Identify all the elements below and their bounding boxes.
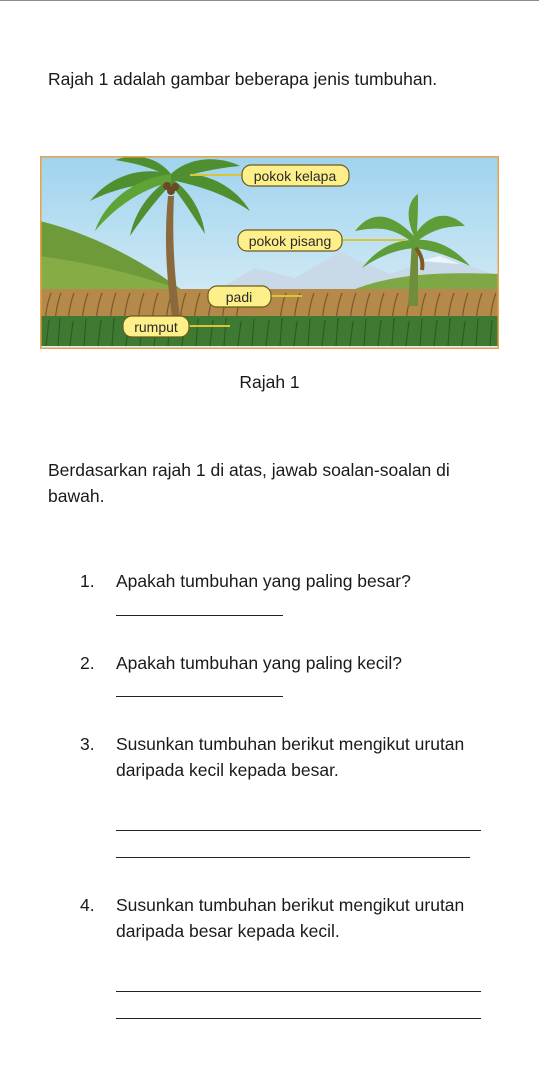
label-rumput: rumput [134, 319, 178, 335]
label-kelapa: pokok kelapa [253, 168, 337, 184]
question-number: 1. [80, 571, 95, 591]
question-number: 4. [80, 895, 95, 915]
answer-line-4a[interactable] [116, 991, 481, 992]
answer-line-1[interactable] [116, 615, 283, 616]
intro-text: Rajah 1 adalah gambar beberapa jenis tumbuhan. [48, 69, 438, 89]
question-text: Susunkan tumbuhan berikut mengikut urutan daripada besar kepada kecil. [116, 895, 465, 941]
top-divider [0, 0, 539, 1]
label-padi: padi [225, 289, 253, 305]
answer-line-3b[interactable] [116, 857, 470, 858]
label-pisang: pokok pisang [248, 233, 332, 249]
question-text: Susunkan tumbuhan berikut mengikut urutan daripada kecil kepada besar. [116, 734, 465, 780]
question-number: 2. [80, 653, 95, 673]
figure-caption: Rajah 1 [239, 372, 300, 392]
answer-line-4b[interactable] [116, 1018, 481, 1019]
question-text: Apakah tumbuhan yang paling kecil? [116, 653, 403, 673]
answer-line-3a[interactable] [116, 830, 481, 831]
question-text: Apakah tumbuhan yang paling besar? [116, 571, 411, 591]
question-number: 3. [80, 734, 95, 754]
instruction-text: Berdasarkan rajah 1 di atas, jawab soalan-soalan di bawah. [48, 460, 450, 506]
plants-illustration [40, 156, 499, 349]
answer-line-2[interactable] [116, 696, 283, 697]
